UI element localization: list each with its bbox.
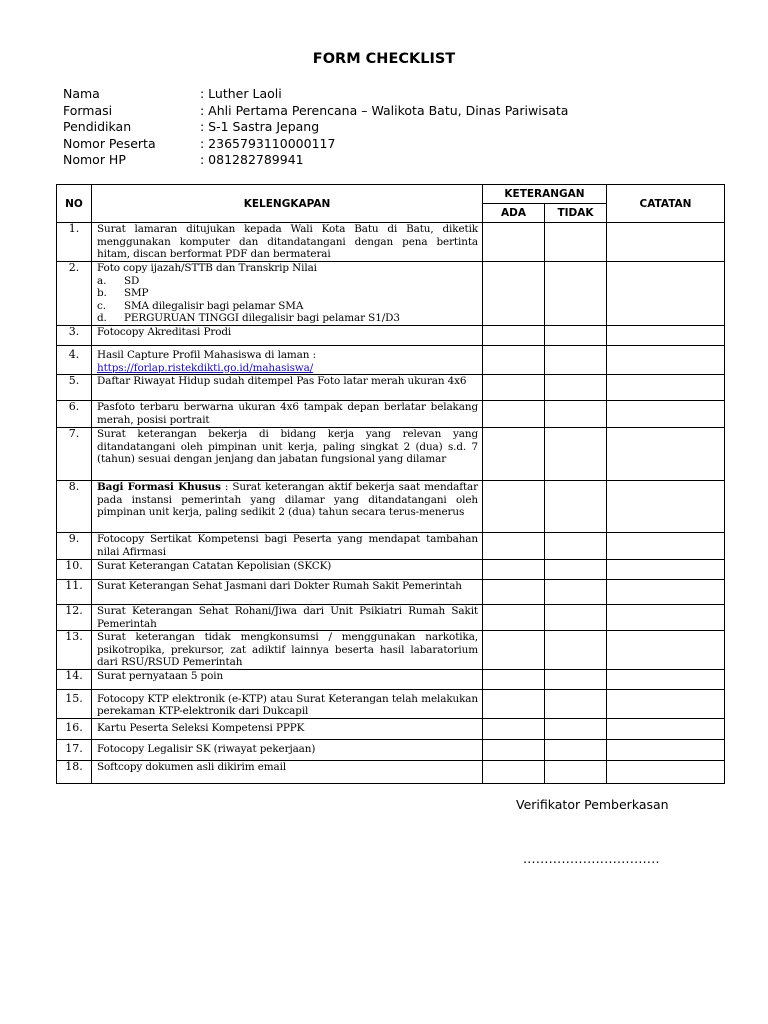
cell-ada	[483, 401, 545, 428]
cell-catatan	[607, 401, 725, 428]
cell-catatan	[607, 718, 725, 739]
row-description: Fotocopy KTP elektronik (e-KTP) atau Surat Keterangan telah melakukan perekaman KTP-elektronik dari Dukcapil	[92, 689, 483, 718]
info-label: Nomor HP	[63, 152, 126, 168]
checklist-table	[56, 184, 725, 784]
row-description: Surat keterangan bekerja di bidang kerja yang relevan yang ditandatangani oleh pimpinan unit kerja, paling singkat 2 (dua) s.d. 7 (tahun) sesuai dengan jenjang dan jabatan fungsional yang dilamar	[92, 428, 483, 481]
info-row-nomor-hp	[63, 152, 568, 169]
cell-ada	[483, 560, 545, 580]
cell-tidak	[545, 760, 607, 783]
cell-tidak	[545, 262, 607, 326]
cell-ada	[483, 580, 545, 605]
row-description: Surat Keterangan Sehat Jasmani dari Dokter Rumah Sakit Pemerintah	[92, 580, 483, 605]
row-description: Surat Keterangan Catatan Kepolisian (SKCK)	[92, 560, 483, 580]
row-description	[92, 262, 483, 326]
form-title: FORM CHECKLIST	[312, 51, 456, 67]
cell-tidak	[545, 223, 607, 262]
cell-catatan	[607, 346, 725, 375]
cell-catatan	[607, 669, 725, 689]
row-description: Kartu Peserta Seleksi Kompetensi PPPK	[92, 718, 483, 739]
info-label: Formasi	[63, 102, 113, 118]
table-row	[57, 428, 725, 481]
table-row	[57, 560, 725, 580]
cell-tidak	[545, 428, 607, 481]
info-label: Pendidikan	[63, 119, 132, 135]
cell-catatan	[607, 428, 725, 481]
info-label: Nama	[63, 86, 100, 101]
cell-tidak	[545, 718, 607, 739]
cell-ada	[483, 689, 545, 718]
table-row	[57, 533, 725, 560]
info-value: : S-1 Sastra Jepang	[200, 119, 320, 135]
row-number: 5.	[57, 375, 92, 401]
row-number: 10.	[57, 560, 92, 580]
cell-catatan	[607, 326, 725, 346]
cell-catatan	[607, 533, 725, 560]
info-row-formasi	[63, 103, 568, 120]
row-number: 9.	[57, 533, 92, 560]
row-number: 16.	[57, 718, 92, 739]
cell-ada	[483, 262, 545, 326]
sub-item	[97, 312, 478, 325]
cell-catatan	[607, 689, 725, 718]
table-row	[57, 326, 725, 346]
cell-catatan	[607, 223, 725, 262]
row-description: Pasfoto terbaru berwarna ukuran 4x6 tampak depan berlatar belakang merah, posisi portrait	[92, 401, 483, 428]
table-row	[57, 739, 725, 760]
cell-ada	[483, 718, 545, 739]
cell-tidak	[545, 481, 607, 533]
row-description: Fotocopy Akreditasi Prodi	[92, 326, 483, 346]
cell-tidak	[545, 631, 607, 670]
table-row	[57, 223, 725, 262]
cell-ada	[483, 428, 545, 481]
sub-item	[97, 287, 478, 300]
cell-catatan	[607, 605, 725, 631]
header-keterangan: KETERANGAN	[483, 185, 607, 204]
row-number: 14.	[57, 669, 92, 689]
row-number: 1.	[57, 223, 92, 262]
cell-tidak	[545, 689, 607, 718]
row-number: 17.	[57, 739, 92, 760]
row-number: 12.	[57, 605, 92, 631]
cell-tidak	[545, 401, 607, 428]
cell-ada	[483, 739, 545, 760]
info-row-nomor-peserta	[63, 136, 568, 153]
row-number: 4.	[57, 346, 92, 375]
table-row	[57, 689, 725, 718]
cell-tidak	[545, 560, 607, 580]
header-ada: ADA	[483, 204, 545, 223]
sub-item	[97, 275, 478, 288]
cell-ada	[483, 605, 545, 631]
info-row-pendidikan	[63, 119, 568, 136]
sub-marker: d.	[97, 312, 107, 324]
row-number: 6.	[57, 401, 92, 428]
row-number: 2.	[57, 262, 92, 326]
info-value: : 2365793110000117	[200, 135, 336, 151]
info-row-nama	[63, 86, 568, 103]
cell-tidak	[545, 669, 607, 689]
row-text: Foto copy ijazah/STTB dan Transkrip Nilai	[97, 262, 317, 274]
table-row	[57, 669, 725, 689]
cell-tidak	[545, 346, 607, 375]
cell-catatan	[607, 262, 725, 326]
row-description: Surat lamaran ditujukan kepada Wali Kota Batu di Batu, diketik menggunakan komputer dan ditandatangani dengan pena bertinta hitam, discan berformat PDF dan bermaterai	[92, 223, 483, 262]
row-number: 18.	[57, 760, 92, 783]
row-description: Softcopy dokumen asli dikirim email	[92, 760, 483, 783]
cell-ada	[483, 346, 545, 375]
cell-ada	[483, 533, 545, 560]
sub-text: SMP	[124, 287, 149, 299]
header-kelengkapan: KELENGKAPAN	[92, 185, 483, 223]
row-number: 3.	[57, 326, 92, 346]
row-text: : Surat keterangan aktif bekerja saat mendaftar pada instansi pemerintah yang dilamar yang ditandatangani oleh pimpinan unit kerja, paling sedikit 2 (dua) tahun secara terus-menerus	[97, 481, 479, 518]
row-description: Surat keterangan tidak mengkonsumsi / menggunakan narkotika, psikotropika, prekursor, zat adiktif lainnya beserta hasil labaratorium dari RSU/RSUD Pemerintah	[92, 631, 483, 670]
table-row	[57, 760, 725, 783]
cell-catatan	[607, 760, 725, 783]
row-text: Hasil Capture Profil Mahasiswa di laman :	[97, 349, 316, 361]
info-value: : 081282789941	[200, 152, 304, 168]
cell-ada	[483, 326, 545, 346]
cell-ada	[483, 631, 545, 670]
cell-catatan	[607, 375, 725, 401]
cell-catatan	[607, 631, 725, 670]
verifikator-label: Verifikator Pemberkasan	[516, 797, 669, 812]
row-description	[92, 346, 483, 375]
row-number: 8.	[57, 481, 92, 533]
table-row	[57, 718, 725, 739]
header-tidak: TIDAK	[545, 204, 607, 223]
row-description: Surat Keterangan Sehat Rohani/Jiwa dari Unit Psikiatri Rumah Sakit Pemerintah	[92, 605, 483, 631]
cell-catatan	[607, 739, 725, 760]
cell-tidak	[545, 533, 607, 560]
signature-line: ................................	[523, 851, 660, 866]
row-description: Fotocopy Legalisir SK (riwayat pekerjaan)	[92, 739, 483, 760]
sub-text: SMA dilegalisir bagi pelamar SMA	[124, 299, 304, 312]
cell-tidak	[545, 326, 607, 346]
row-number: 13.	[57, 631, 92, 670]
sub-text: SD	[124, 274, 140, 287]
table-row	[57, 346, 725, 375]
table-row	[57, 631, 725, 670]
cell-ada	[483, 375, 545, 401]
row-description	[92, 481, 483, 533]
info-value: : Luther Laoli	[200, 86, 282, 101]
sub-text: PERGURUAN TINGGI dilegalisir bagi pelamar S1/D3	[124, 312, 400, 324]
row-description: Surat pernyataan 5 poin	[92, 669, 483, 689]
info-label: Nomor Peserta	[63, 135, 156, 151]
cell-catatan	[607, 481, 725, 533]
applicant-info	[63, 86, 568, 169]
row-number: 15.	[57, 689, 92, 718]
cell-tidak	[545, 739, 607, 760]
forlap-link[interactable]: https://forlap.ristekdikti.go.id/mahasiswa/	[97, 361, 314, 374]
sub-marker: a.	[97, 274, 107, 287]
table-row	[57, 401, 725, 428]
row-number: 7.	[57, 428, 92, 481]
table-row	[57, 580, 725, 605]
row-description: Daftar Riwayat Hidup sudah ditempel Pas Foto latar merah ukuran 4x6	[92, 375, 483, 401]
table-row	[57, 262, 725, 326]
cell-ada	[483, 481, 545, 533]
info-value: : Ahli Pertama Perencana – Walikota Batu, Dinas Pariwisata	[200, 102, 569, 118]
sub-marker: b.	[97, 287, 107, 299]
row-description: Fotocopy Sertikat Kompetensi bagi Peserta yang mendapat tambahan nilai Afirmasi	[92, 533, 483, 560]
sub-marker: c.	[97, 299, 106, 312]
cell-ada	[483, 760, 545, 783]
table-row	[57, 481, 725, 533]
cell-tidak	[545, 375, 607, 401]
sub-item	[97, 300, 478, 313]
row-number: 11.	[57, 580, 92, 605]
table-row	[57, 375, 725, 401]
header-catatan: CATATAN	[607, 185, 725, 223]
row-bold-prefix: Bagi Formasi Khusus	[97, 481, 221, 493]
cell-catatan	[607, 580, 725, 605]
cell-catatan	[607, 560, 725, 580]
cell-ada	[483, 669, 545, 689]
header-no: NO	[57, 185, 92, 223]
table-row	[57, 605, 725, 631]
cell-ada	[483, 223, 545, 262]
cell-tidak	[545, 605, 607, 631]
cell-tidak	[545, 580, 607, 605]
